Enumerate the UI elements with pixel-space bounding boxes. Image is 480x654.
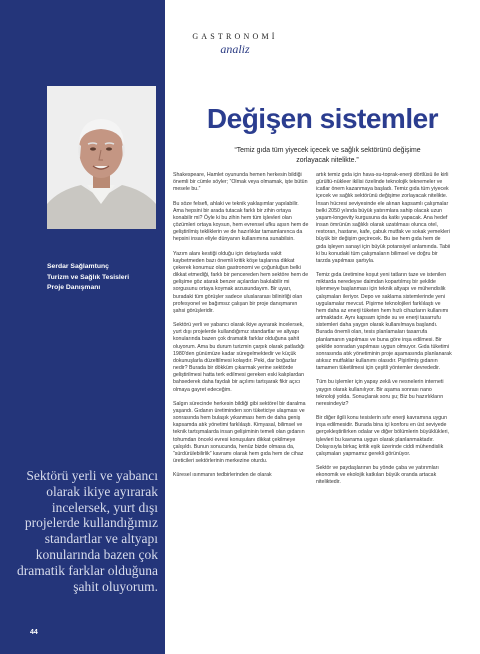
body-paragraph: Sektör ve paydaşlarının bu yönde çaba ve yatırımları ekonomik ve ekolojik katkıları büyük oranda artacak niteliktedir. xyxy=(316,465,439,486)
body-paragraph: Sektörü yerli ve yabancı olarak ikiye ayırarak incelersek, yurt dışı projelerde kullandığımız standartlar ve altyapı konularında bazen çok dramatik farklar olduğuna şahit oluyorum. Ama bu durum turizmin çarpık olarak patladığı 1980'den günümüze kadar süregelmektedir ve küçük dokunuşlarla düzeltilmesi kolaydır. Peki, dar boğazlar nedir? Burada bir dökküm çıkarmak yerine sektörde geliştirilmesi hatta terk edilmesi gereken eski kalıplardan bahsederek daha faydalı bir açılımı tartışarak fikir açıcı olmaya gayret edeceğim. xyxy=(173,322,305,393)
body-paragraph: Shakespeare, Hamlet oyununda hemen herkesin bildiği önemli bir cümle söyler; “Olmak veya olmamak, işte bütün mesele bu.” xyxy=(173,172,308,193)
pull-quote: Sektörü yerli ve yabancı olarak ikiye ayırarak incelersek, yurt dışı projelerde kullandığımız standartlar ve altyapı konularında bazen çok dramatik farklar olduğuna şahit oluyorum. xyxy=(17,468,158,594)
author-role: Proje Danışmanı xyxy=(47,284,101,291)
section-header xyxy=(165,0,480,80)
left-sidebar xyxy=(0,0,165,654)
body-paragraph: Yazım alanı kestiği olduğu için detaylarda vakit kaybetmeden bazı önemli kritik köşe taşlarına dikkat çekerek konumuz olan gastronomi ve çoğunluğun belki dikkat etmediği, farklı bir pencereden hem sektöre hem de gelişime göz atarak benzer açılardan bakılabilir mi sorgusunu ortaya koymak arzusundayım. Bir uyarı, buradaki tüm görüşler sadece uluslararası bilinirliği olan profesyonel ve bağımsız çalışan bir proje danışmanın şahsi görüşleridir. xyxy=(173,250,309,314)
page-number: 44 xyxy=(30,629,38,636)
body-column-right xyxy=(316,172,452,494)
article-lead: “Temiz gıda tüm yiyecek içecek ve sağlık sektörünü değişime zorlayacak niteliktе.” xyxy=(234,147,421,164)
body-paragraph: Bu söze felsefi, ahlaki ve teknik yaklaşımlar yapılabilir. Ama hepsini bir arada tutacak farklı bir zihin ortaya konabilir mi? Öyle ki bu zihin hem tüm işlevleri olan çözümleri ortaya koysun, hem evrensel ufku aşsın hem de geliştirilmiş tekliklerin ve de hazırlıklar tamamlanınca da hepsini insan eliyle dünyanın kullanımına sunabilsin. xyxy=(173,200,309,243)
body-paragraph: Salgın sürecinde herkesin bildiği gibi sektörel bir daralma yaşandı. Gıdanın üretiminden son tüketiciye ulaşması ve sonrasında hem bulaşık yıkanması hem de daha geniş kapsamda atık yönetimi farklılaştı. Kimyasal, bilimsel ve teknik tartışmalarda insan gelişiminin temeli olan gıdanın tohumdan önceki evresi konuşulanı dikkat çekilmeye çalışıldı. Bunun sonucunda, henüz bizde olmasa da, “sürdürülebilirlik” kavramı olarak hem gıda hem de cihaz üreticileri sektörlerinin merkezine oturdu. xyxy=(173,400,306,464)
body-paragraph: Temiz gıda üretimine koşut yeni tatların taze ve istenilen miktarda neredeyse daimdan kopartılmış bir şekilde işlenmeye başlanması için teknik altyapı ve mühendislik çalışmaları ileriyor. Depo ve saklama sistemlerinde yeni uygulamalar mevcut. Pişirme teknolojileri farklılaştı ve hem daha az enerji tüketen hem hızlı cihazların kullanımı artmaktadır. Aynı kapsam içinde su ve enerji tasarrufu sistemleri daha yaygın olarak kullanılmaya başlandı. Burada önemli olan, tesis planlamaları tasarrufa planlamanın yapılması ve buna göre inşa edilmesi. Bir şekilde sonradan yapılması uygun olmuyor. Gıda tüketimi sonrasında atık yönetiminin proje aşamasında planlanarak atıksız mutfaklar kullanımı olasıdır. Pişirilmiş gıdanın tamamen tüketilmesi için çeşitli yöntemler devrededir. xyxy=(316,272,452,372)
portrait-illustration xyxy=(47,86,156,229)
author-title: Turizm ve Sağlık Tesisleri xyxy=(47,273,130,281)
body-paragraph: artık temiz gıda için hava-su-toprak-enerji dörtlüsü ile kirli gürültü-nükleer ikilisi özelinde teknolojik teknemeler ve icatlar önem kazanmaya başladı. Temiz gıda tüm yiyecek içecek ve sağlık sektörünü değişime zorlayacak nitelikte. İnsan hücresi seviyesinde ele alınan kapsamlı çalışmalar belki 2050 yılında büyük yatırımlara sahip olacak uzun yaşam-longevity kurgusuna da katkı yapacak. Ana hedef insan ömrünün sağlıklı olarak uzatılması olunca otel, restoran, hastane, kafe, çabuk mutfak ve sokak yemekleri büyük bir değişim geçirecek. Bu ise hem gıda hem de gıda işleyen sanayi için büyük potansiyel anlamında. Tabii ki bu konudaki tüm çalışmaların bilimsel ve doğru bir tarzda yapılması şartıyla. xyxy=(316,172,451,264)
body-column-left xyxy=(173,172,309,487)
author-credit xyxy=(47,262,159,294)
article-title: Değişen sistemler xyxy=(206,103,439,134)
body-paragraph: Küresel ısınmanın tedbirlerinden de olarak xyxy=(173,472,272,479)
body-paragraph: Bir diğer ilgili konu tesislerin sıfır enerji kavramına uygun inşa edilmesidir. Burada bina içi konforu en üst seviyede gerçekleştirilirken odalar ve diğer bölümlerin büyüklükleri, işlevleri bu kavrama uygun olarak planlanmaktadır. Dolayısıyla birkaç kritik eşik üzerinde ciddi mühendislik çalışmaları yapmamız gerekli görünüyor. xyxy=(316,415,450,457)
body-paragraph: Tüm bu işlemler için yapay zekâ ve nesnelerin interneti yaygın olarak kullanılıyor. Bir aşama sonrası nano teknoloji yolda. Sonuçlarak soru şu; Biz bu hazırlıkların neresindeyiz? xyxy=(316,379,444,407)
author-portrait-image xyxy=(47,86,156,229)
author-name: Serdar Sağlamtunç xyxy=(47,263,109,270)
section-label: GASTRONOMİ xyxy=(192,32,278,41)
subsection-label: analiz xyxy=(220,42,250,56)
